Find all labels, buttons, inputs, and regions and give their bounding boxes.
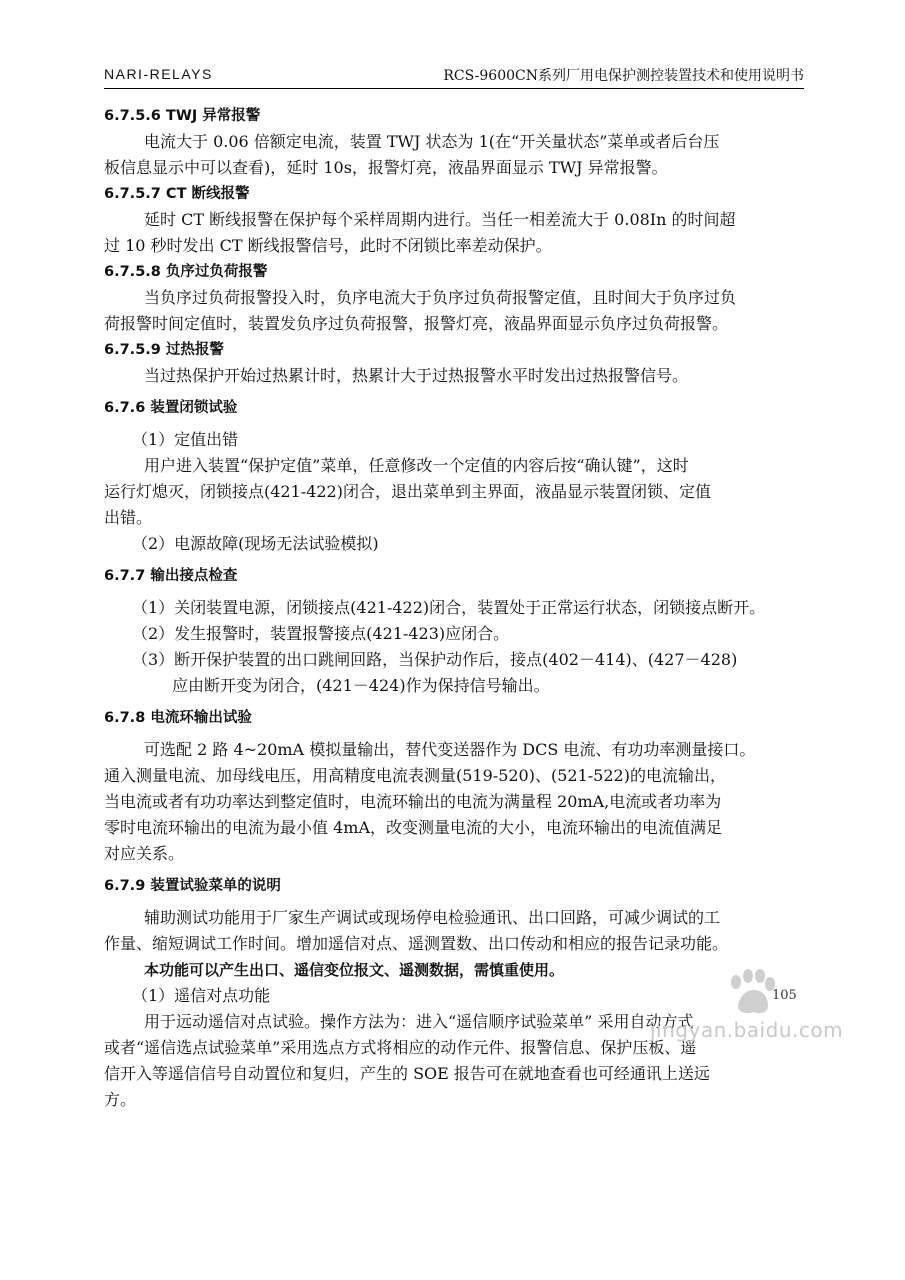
warning-text: 本功能可以产生出口、遥信变位报文、遥测数据，需慎重使用。 <box>144 961 565 979</box>
list-item: （1）定值出错 <box>132 430 239 449</box>
page-number: 105 <box>772 988 797 1003</box>
paragraph-line: 荷报警时间定值时，装置发负序过负荷报警，报警灯亮，液晶界面显示负序过负荷报警。 <box>104 314 729 333</box>
baidu-jingyan-watermark <box>640 960 855 1044</box>
paragraph-line: 可选配 2 路 4~20mA 模拟量输出，替代变送器作为 DCS 电流、有功功率测量接口。 <box>144 740 756 759</box>
paragraph-line: 用户进入装置“保护定值”菜单，任意修改一个定值的内容后按“确认键”，这时 <box>144 456 689 475</box>
paragraph-line: 方。 <box>104 1090 137 1109</box>
header-rule <box>104 88 804 89</box>
section-heading: 6.7.9 装置试验菜单的说明 <box>104 878 281 894</box>
paragraph-line: 对应关系。 <box>104 844 185 863</box>
paragraph-line: 当负序过负荷报警投入时，负序电流大于负序过负荷报警定值，且时间大于负序过负 <box>144 288 737 307</box>
list-item: （2）电源故障(现场无法试验模拟) <box>132 534 379 553</box>
paragraph-line: 板信息显示中可以查看)，延时 10s，报警灯亮，液晶界面显示 TWJ 异常报警。 <box>104 158 668 177</box>
list-item-continuation: 应由断开变为闭合，(421－424)作为保持信号输出。 <box>172 676 550 695</box>
paragraph-line: 用于远动遥信对点试验。操作方法为：进入“遥信顺序试验菜单” 采用自动方式 <box>144 1012 694 1031</box>
paragraph-line: 辅助测试功能用于厂家生产调试或现场停电检验通讯、出口回路，可减少调试的工 <box>144 908 721 927</box>
paragraph-line: 出错。 <box>104 508 153 527</box>
page-header <box>104 62 804 88</box>
section-heading: 6.7.5.7 CT 断线报警 <box>104 186 250 202</box>
paragraph-line: 当过热保护开始过热累计时，热累计大于过热报警水平时发出过热报警信号。 <box>144 366 689 385</box>
paragraph-line: 或者“遥信选点试验菜单”采用选点方式将相应的动作元件、报警信息、保护压板、遥 <box>104 1038 697 1057</box>
brand-name: NARI-RELAYS <box>104 66 213 82</box>
section-heading: 6.7.5.8 负序过负荷报警 <box>104 264 268 280</box>
paragraph-line: 作量、缩短调试工作时间。增加遥信对点、遥测置数、出口传动和相应的报告记录功能。 <box>104 934 729 953</box>
list-item: （1）遥信对点功能 <box>132 986 271 1005</box>
list-item: （2）发生报警时，装置报警接点(421-423)应闭合。 <box>132 624 510 643</box>
paragraph-line: 电流大于 0.06 倍额定电流，装置 TWJ 状态为 1(在“开关量状态”菜单或者后台压 <box>144 132 720 151</box>
paragraph-line: 当电流或者有功功率达到整定值时，电流环输出的电流为满量程 20mA,电流或者功率为 <box>104 792 722 811</box>
list-item: （3）断开保护装置的出口跳闸回路，当保护动作后，接点(402－414)、(427－428) <box>132 650 738 669</box>
paragraph-line: 信开入等遥信信号自动置位和复归，产生的 SOE 报告可在就地查看也可经通讯上送远 <box>104 1064 710 1083</box>
paragraph-line: 零时电流环输出的电流为最小值 4mA，改变测量电流的大小，电流环输出的电流值满足 <box>104 818 722 837</box>
paragraph-line: 通入测量电流、加母线电压，用高精度电流表测量(519-520)、(521-522)的电流输出， <box>104 766 726 785</box>
section-heading: 6.7.5.9 过热报警 <box>104 342 224 358</box>
section-heading: 6.7.6 装置闭锁试验 <box>104 400 238 416</box>
section-heading: 6.7.7 输出接点检查 <box>104 568 238 584</box>
paragraph-line: 延时 CT 断线报警在保护每个采样周期内进行。当任一相差流大于 0.08In 的时间超 <box>144 210 736 229</box>
document-title: RCS-9600CN系列厂用电保护测控装置技术和使用说明书 <box>443 68 804 84</box>
list-item: （1）关闭装置电源，闭锁接点(421-422)闭合，装置处于正常运行状态，闭锁接点断开。 <box>132 598 766 617</box>
section-heading: 6.7.5.6 TWJ 异常报警 <box>104 108 261 124</box>
paragraph-line: 过 10 秒时发出 CT 断线报警信号，此时不闭锁比率差动保护。 <box>104 236 552 255</box>
section-heading: 6.7.8 电流环输出试验 <box>104 710 252 726</box>
watermark-url: jingyan.baidu.com <box>650 1018 844 1042</box>
paragraph-line: 运行灯熄灭，闭锁接点(421-422)闭合，退出菜单到主界面，液晶显示装置闭锁、定值 <box>104 482 711 501</box>
paw-icon <box>724 968 780 1016</box>
